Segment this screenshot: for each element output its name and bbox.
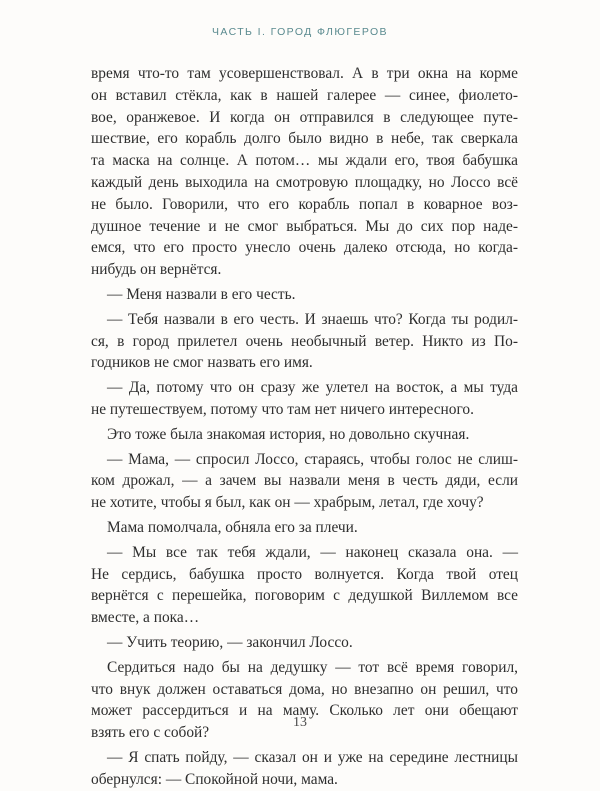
- paragraph: [91, 632, 518, 654]
- paragraph: [91, 377, 518, 421]
- paragraph: [91, 542, 518, 629]
- text-line: душное течение и не смог выбраться. Мы до сих пор наде-: [91, 217, 518, 235]
- text-line: вое, оранжевое. И когда он отправился в следующее путе-: [91, 108, 518, 126]
- text-line: — Мы все так тебя ждали, — наконец сказала она. —: [107, 543, 518, 561]
- text-line: не путешествуем, потому что там нет ничего интересного.: [91, 400, 474, 418]
- text-line: обернулся: — Спокойной ночи, мама.: [91, 770, 338, 788]
- text-line: взять его с собой?: [91, 724, 210, 742]
- paragraph: [91, 747, 518, 791]
- paragraph: [91, 309, 518, 374]
- text-line: он вставил стёкла, как в нашей галерее — синее, фиолето-: [91, 86, 518, 104]
- paragraph: [91, 449, 518, 514]
- text-line: не хотите, чтобы я был, как он — храбрым, летал, где хочу?: [91, 494, 484, 512]
- text-line: шествие, его корабль долго было видно в небе, так сверкала: [91, 130, 518, 148]
- text-line: — Я спать пойду, — сказал он и уже на середине лестницы: [107, 748, 518, 766]
- text-line: что внук должен оставаться дома, но внезапно он решил, что: [91, 680, 518, 698]
- paragraph: [91, 517, 518, 539]
- text-line: Не сердись, бабушка просто волнуется. Когда твой отец: [91, 565, 518, 583]
- text-line: — Да, потому что он сразу же улетел на восток, а мы туда: [107, 379, 518, 397]
- text-line: время что-то там усовершенствовал. А в три окна на корме: [91, 65, 518, 82]
- text-line: вернётся с перешейка, поговорим с дедушкой Виллемом все: [91, 587, 518, 605]
- page-number: 13: [293, 715, 307, 730]
- paragraph: [91, 284, 518, 306]
- text-line: каждый день выходила на смотровую площадку, но Лоссо всё: [91, 173, 518, 191]
- text-line: — Меня назвали в его честь.: [107, 285, 296, 303]
- text-line: вместе, а пока…: [91, 609, 200, 627]
- text-line: Это тоже была знакомая история, но довольно скучная.: [107, 425, 470, 443]
- body-text: [91, 63, 518, 791]
- text-line: не было. Говорили, что его корабль попал в коварное воз-: [91, 195, 518, 213]
- text-line: ком дрожал, — а зачем вы назвали меня в честь дяди, если: [91, 472, 518, 490]
- text-line: нибудь он вернётся.: [91, 261, 222, 279]
- paragraph: [91, 63, 518, 281]
- text-line: — Мама, — спросил Лоссо, стараясь, чтобы голос не слиш-: [107, 450, 518, 468]
- text-line: Мама помолчала, обняла его за плечи.: [107, 518, 358, 536]
- running-title: ЧАСТЬ I. ГОРОД ФЛЮГЕРОВ: [212, 26, 388, 38]
- text-line: может рассердиться и на маму. Сколько лет они обещают: [91, 702, 518, 720]
- paragraph: [91, 424, 518, 446]
- text-line: та маска на солнце. А потом… мы ждали его, твоя бабушка: [91, 152, 518, 170]
- text-line: годников не смог назвать его имя.: [91, 354, 313, 372]
- text-line: — Тебя назвали в его честь. И знаешь что? Когда ты родил-: [107, 310, 518, 328]
- text-line: Сердиться надо бы на дедушку — тот всё время говорил,: [107, 658, 518, 676]
- text-line: ся, в город прилетел очень необычный ветер. Никто из По-: [91, 332, 518, 350]
- text-line: — Учить теорию, — закончил Лоссо.: [107, 633, 353, 651]
- text-line: емся, что его просто унесло очень далеко отсюда, но когда-: [91, 239, 518, 257]
